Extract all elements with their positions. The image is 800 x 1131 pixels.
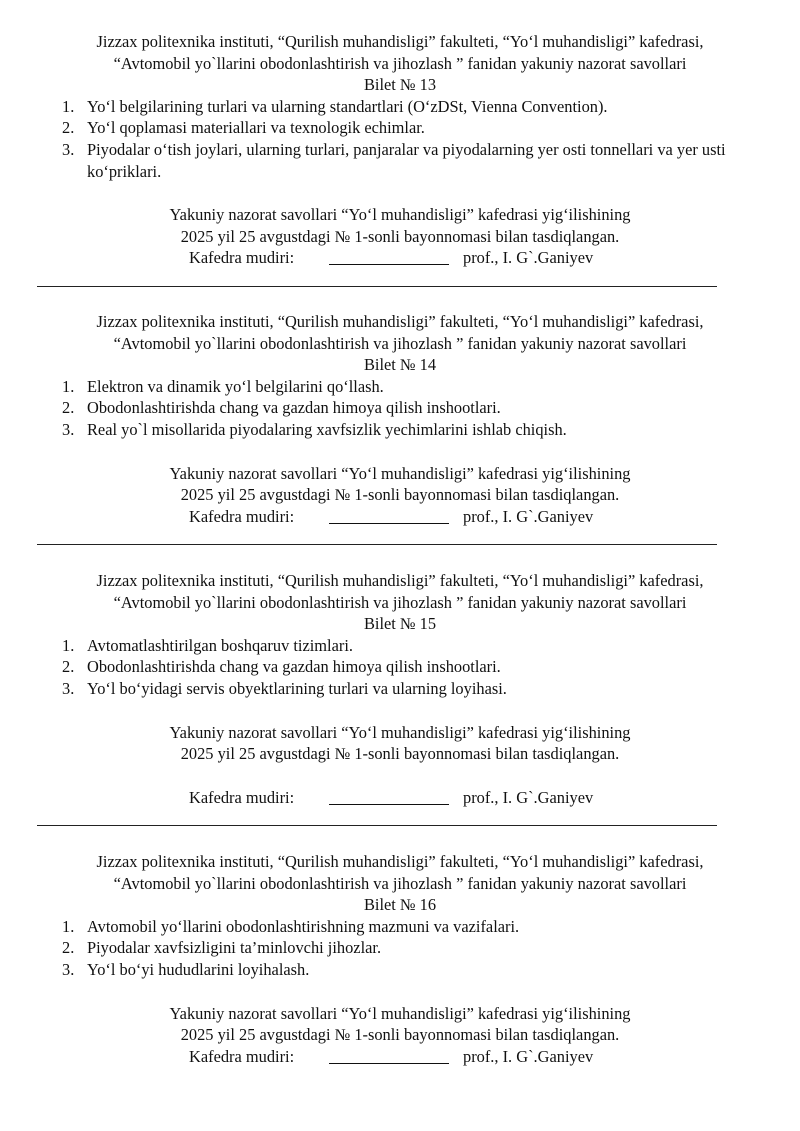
question-list [0, 96, 800, 182]
department-head-name: prof., I. G`.Ganiyev [463, 1046, 594, 1066]
question-item [0, 656, 800, 678]
signature-row [0, 1046, 800, 1068]
question-item [0, 397, 800, 419]
course-header-line: “Avtomobil yo`llarini obodonlashtirish va jihozlash ” fanidan yakuniy nazorat savollari [113, 333, 687, 353]
question-item [0, 376, 800, 398]
question-list [0, 916, 800, 981]
question-item [0, 117, 800, 139]
question-item [0, 959, 800, 981]
course-header-line: “Avtomobil yo`llarini obodonlashtirish va jihozlash ” fanidan yakuniy nazorat savollari [113, 53, 687, 73]
ticket-14 [0, 311, 800, 528]
question-text: Piyodalar o‘tish joylari, ularning turlari, panjaralar va piyodalarning yer osti tonnellari va yer usti ko‘priklari. [87, 139, 726, 181]
approval-line-1: Yakuniy nazorat savollari “Yo‘l muhandisligi” kafedrasi yig‘ilishining [169, 1003, 631, 1023]
approval-line-2: 2025 yil 25 avgustdagi № 1-sonli bayonnomasi bilan tasdiqlangan. [180, 226, 620, 246]
question-item [0, 635, 800, 657]
question-list [0, 635, 800, 700]
question-number: 2. [62, 398, 75, 418]
course-header-line: “Avtomobil yo`llarini obodonlashtirish va jihozlash ” fanidan yakuniy nazorat savollari [113, 873, 687, 893]
question-number: 2. [62, 938, 75, 958]
question-number: 1. [62, 916, 75, 936]
signature-row [0, 247, 800, 269]
question-text: Obodonlashtirishda chang va gazdan himoya qilish inshootlari. [87, 398, 501, 418]
approval-line-2: 2025 yil 25 avgustdagi № 1-sonli bayonnomasi bilan tasdiqlangan. [180, 1025, 620, 1045]
department-head-label: Kafedra mudiri: [189, 1046, 295, 1066]
question-list [0, 376, 800, 441]
institute-header-line: Jizzax politexnika instituti, “Qurilish muhandisligi” fakulteti, “Yo‘l muhandisligi” kafedrasi, [96, 32, 704, 51]
approval-line-2: 2025 yil 25 avgustdagi № 1-sonli bayonnomasi bilan tasdiqlangan. [180, 744, 620, 764]
question-item [0, 916, 800, 938]
ticket-title: Bilet № 16 [363, 895, 437, 915]
signature-blank [329, 523, 449, 524]
ticket-title: Bilet № 15 [363, 614, 437, 634]
question-item [0, 678, 800, 700]
question-number: 3. [62, 419, 75, 439]
signature-blank [329, 804, 449, 805]
question-text: Real yo`l misollarida piyodalaring xavfsizlik yechimlarini ishlab chiqish. [87, 419, 567, 439]
department-head-name: prof., I. G`.Ganiyev [463, 248, 594, 268]
ticket-divider [37, 825, 717, 826]
question-text: Avtomatlashtirilgan boshqaruv tizimlari. [87, 635, 353, 655]
question-text: Obodonlashtirishda chang va gazdan himoya qilish inshootlari. [87, 657, 501, 677]
ticket-13 [0, 31, 800, 269]
question-text: Piyodalar xavfsizligini ta’minlovchi jihozlar. [87, 938, 382, 958]
department-head-name: prof., I. G`.Ganiyev [463, 787, 594, 807]
question-item [0, 96, 800, 118]
ticket-15 [0, 570, 800, 809]
question-text: Yo‘l qoplamasi materiallari va texnologik echimlar. [87, 118, 425, 138]
course-header-line: “Avtomobil yo`llarini obodonlashtirish va jihozlash ” fanidan yakuniy nazorat savollari [113, 592, 687, 612]
department-head-name: prof., I. G`.Ganiyev [463, 506, 594, 526]
ticket-16 [0, 851, 800, 1068]
question-text: Yo‘l belgilarining turlari va ularning standartlari (O‘zDSt, Vienna Convention). [87, 96, 608, 116]
question-text: Yo‘l bo‘yi hududlarini loyihalash. [87, 959, 310, 979]
approval-line-2: 2025 yil 25 avgustdagi № 1-sonli bayonnomasi bilan tasdiqlangan. [180, 485, 620, 505]
institute-header-line: Jizzax politexnika instituti, “Qurilish muhandisligi” fakulteti, “Yo‘l muhandisligi” kafedrasi, [96, 852, 704, 871]
question-text: Yo‘l bo‘yidagi servis obyektlarining turlari va ularning loyihasi. [87, 678, 507, 698]
question-number: 1. [62, 96, 75, 116]
question-item [0, 419, 800, 441]
signature-blank [329, 264, 449, 265]
question-number: 2. [62, 118, 75, 138]
question-number: 2. [62, 657, 75, 677]
question-text: Elektron va dinamik yo‘l belgilarini qo‘llash. [87, 376, 384, 396]
ticket-divider [37, 544, 717, 545]
question-item [0, 139, 800, 182]
signature-row [0, 787, 800, 809]
signature-row [0, 506, 800, 528]
ticket-title: Bilet № 13 [363, 75, 437, 95]
ticket-divider [37, 286, 717, 287]
approval-line-1: Yakuniy nazorat savollari “Yo‘l muhandisligi” kafedrasi yig‘ilishining [169, 463, 631, 483]
question-number: 3. [62, 139, 75, 159]
question-text: Avtomobil yo‘llarini obodonlashtirishning mazmuni va vazifalari. [87, 916, 520, 936]
institute-header-line: Jizzax politexnika instituti, “Qurilish muhandisligi” fakulteti, “Yo‘l muhandisligi” kafedrasi, [96, 571, 704, 590]
question-item [0, 937, 800, 959]
question-number: 3. [62, 678, 75, 698]
department-head-label: Kafedra mudiri: [189, 248, 295, 268]
approval-line-1: Yakuniy nazorat savollari “Yo‘l muhandisligi” kafedrasi yig‘ilishining [169, 205, 631, 225]
question-number: 1. [62, 376, 75, 396]
department-head-label: Kafedra mudiri: [189, 787, 295, 807]
institute-header-line: Jizzax politexnika instituti, “Qurilish muhandisligi” fakulteti, “Yo‘l muhandisligi” kafedrasi, [96, 312, 704, 331]
department-head-label: Kafedra mudiri: [189, 506, 295, 526]
question-number: 1. [62, 635, 75, 655]
question-number: 3. [62, 959, 75, 979]
approval-line-1: Yakuniy nazorat savollari “Yo‘l muhandisligi” kafedrasi yig‘ilishining [169, 722, 631, 742]
ticket-title: Bilet № 14 [363, 355, 437, 375]
signature-blank [329, 1063, 449, 1064]
